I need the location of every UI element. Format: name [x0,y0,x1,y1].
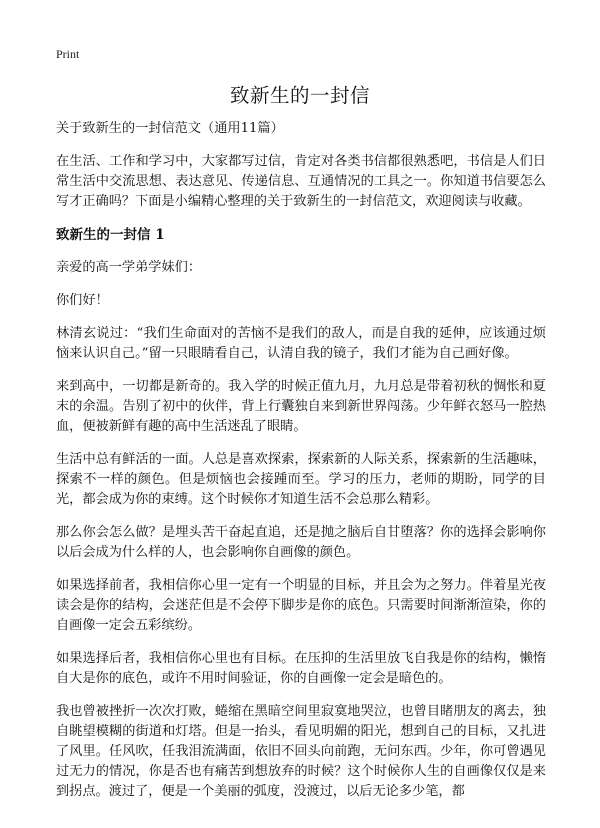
document-body [56,119,546,815]
body-paragraph: 如果选择前者，我相信你心里一定有一个明显的目标，并且会为之努力。伴着星光夜读会是你的结构，会迷茫但是不会停下脚步是你的底色。只需要时间渐渐渲染，你的自画像一定会五彩缤纷。 [56,578,546,633]
salutation-paragraph: 亲爱的高一学弟学妹们： [56,260,202,275]
greeting-paragraph: 你们好！ [56,293,109,308]
body-paragraph: 那么你会怎么做？是埋头苦干奋起直追，还是抛之脑后自甘堕落？你的选择会影响你以后会成为什么样的人，也会影响你自画像的颜色。 [56,525,546,560]
print-label[interactable]: Print [56,47,80,61]
body-paragraph: 生活中总有鲜活的一面。人总是喜欢探索，探索新的人际关系，探索新的生活趣味，探索不一样的颜色。但是烦恼也会接踵而至。学习的压力，老师的期盼，同学的目光，都会成为你的束缚。这个时候你才知道生活不会总那么精彩。 [56,452,546,507]
section-heading: 致新生的一封信 1 [56,227,165,243]
body-paragraph: 林清玄说过：“我们生命面对的苦恼不是我们的敌人，而是自我的延伸，应该通过烦恼来认识自己。”留一只眼睛看自己，认清自我的镜子，我们才能为自己画好像。 [56,326,546,361]
document-subtitle: 关于致新生的一封信范文（通用11篇） [56,121,284,136]
body-paragraph: 来到高中，一切都是新奇的。我入学的时候正值九月，九月总是带着初秋的惆怅和夏末的余温。告别了初中的伙伴，背上行囊独自来到新世界闯荡。少年鲜衣怒马一腔热血，便被新鲜有趣的高中生活迷乱了眼睛。 [56,379,546,434]
body-paragraph: 如果选择后者，我相信你心里也有目标。在压抑的生活里放飞自我是你的结构，懒惰自大是你的底色，或许不用时间验证，你的自画像一定会是暗色的。 [56,651,546,686]
document-title: 致新生的一封信 [229,84,370,107]
intro-paragraph: 在生活、工作和学习中，大家都写过信，肯定对各类书信都很熟悉吧，书信是人们日常生活中交流思想、表达意见、传递信息、互通情况的工具之一。你知道书信要怎么写才正确吗？下面是小编精心整理的关于致新生的一封信范文，欢迎阅读与收藏。 [56,154,546,209]
body-paragraph: 我也曾被挫折一次次打败，蜷缩在黑暗空间里寂寞地哭泣，也曾目睹朋友的离去，独自眺望模糊的街道和灯塔。但是一抬头，看见明媚的阳光，想到自己的目标，又扎进了风里。任风吹，任我泪流满面，依旧不回头向前跑，无问东西。少年，你可曾遇见过无力的情况，你是否也有痛苦到想放弃的时候？这个时候你人生的自画像仅仅是来到拐点。渡过了，便是一个美丽的弧度，没渡过，以后无论多少笔，都 [56,704,546,799]
